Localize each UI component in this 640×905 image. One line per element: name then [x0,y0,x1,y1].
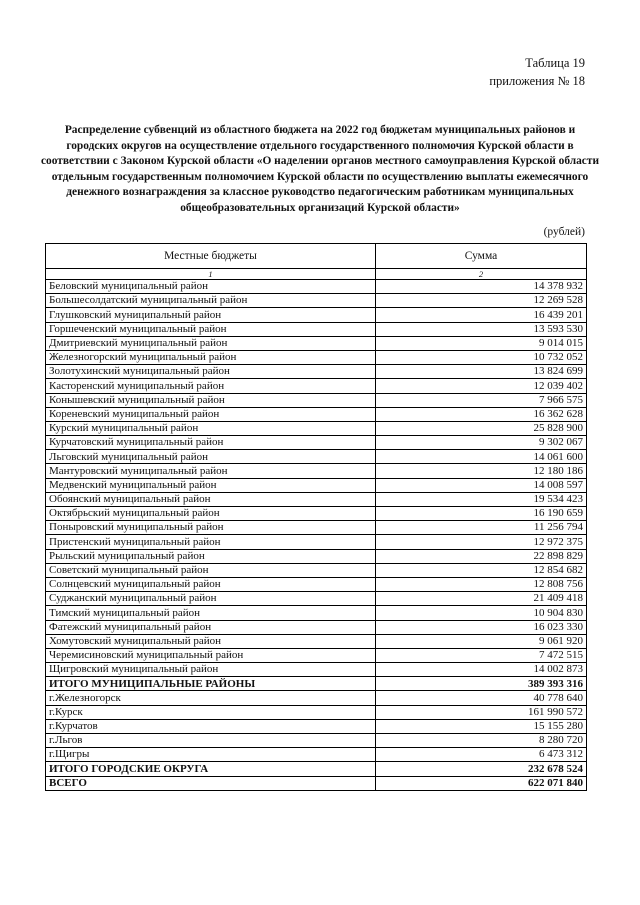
appendix-label: приложения № 18 [489,74,585,88]
table-row [46,535,587,549]
table-row [46,393,587,407]
budget-name-cell: Черемисиновский муниципальный район [46,648,376,662]
budget-name-cell: Советский муниципальный район [46,563,376,577]
table-total-row [46,762,587,776]
budget-sum-cell: 12 039 402 [376,379,587,393]
budget-sum-cell: 9 302 067 [376,436,587,450]
header-sum: Сумма [376,244,587,269]
budget-sum-cell: 14 002 873 [376,663,587,677]
table-row [46,464,587,478]
budget-name-cell: Щигровский муниципальный район [46,663,376,677]
budget-name-cell: Беловский муниципальный район [46,280,376,294]
budget-name-cell: Горшеченский муниципальный район [46,322,376,336]
budget-sum-cell: 12 808 756 [376,577,587,591]
budget-sum-cell: 7 966 575 [376,393,587,407]
table-row [46,734,587,748]
table-row [46,294,587,308]
budget-sum-cell: 16 362 628 [376,407,587,421]
budget-sum-cell: 161 990 572 [376,705,587,719]
budget-sum-cell: 21 409 418 [376,592,587,606]
table-row [46,308,587,322]
table-row [46,336,587,350]
units-label: (рублей) [543,226,585,238]
budget-sum-cell: 9 014 015 [376,336,587,350]
budget-name-cell: Золотухинский муниципальный район [46,365,376,379]
budget-sum-cell: 22 898 829 [376,549,587,563]
document-title: Распределение субвенций из областного бюджета на 2022 год бюджетам муниципальных районов и городских округов на осуществление отдельного государственного полномочия Курской области в соответствии с Законом Курской области «О наделении органов местного самоуправления Курской области отдельным государственным полномочием Курской области по осуществлению выплаты ежемесячного денежного вознаграждения за классное руководство педагогическим работникам муниципальных общеобразовательных организаций Курской области» [40,124,600,214]
budget-name-cell: ИТОГО МУНИЦИПАЛЬНЫЕ РАЙОНЫ [46,677,376,691]
budget-sum-cell: 389 393 316 [376,677,587,691]
table-row [46,280,587,294]
budget-sum-cell: 622 071 840 [376,776,587,790]
table-row [46,549,587,563]
budget-name-cell: г.Щигры [46,748,376,762]
table-row [46,606,587,620]
budget-sum-cell: 9 061 920 [376,634,587,648]
budget-name-cell: г.Железногорск [46,691,376,705]
budget-sum-cell: 16 023 330 [376,620,587,634]
table-row [46,705,587,719]
table-row [46,521,587,535]
table-row [46,592,587,606]
table-label: Таблица 19 [525,56,585,70]
budget-table [45,243,587,791]
budget-name-cell: г.Курск [46,705,376,719]
table-row [46,379,587,393]
table-row [46,648,587,662]
table-row [46,365,587,379]
budget-sum-cell: 12 180 186 [376,464,587,478]
budget-name-cell: Льговский муниципальный район [46,450,376,464]
budget-sum-cell: 232 678 524 [376,762,587,776]
budget-name-cell: Тимский муниципальный район [46,606,376,620]
table-row [46,421,587,435]
budget-name-cell: Солнцевский муниципальный район [46,577,376,591]
table-caption [489,54,585,90]
budget-sum-cell: 12 972 375 [376,535,587,549]
table-row [46,407,587,421]
budget-name-cell: Конышевский муниципальный район [46,393,376,407]
table-row [46,478,587,492]
budget-sum-cell: 12 269 528 [376,294,587,308]
budget-name-cell: Курский муниципальный район [46,421,376,435]
budget-name-cell: Фатежский муниципальный район [46,620,376,634]
budget-sum-cell: 7 472 515 [376,648,587,662]
budget-sum-cell: 12 854 682 [376,563,587,577]
table-row [46,634,587,648]
budget-sum-cell: 19 534 423 [376,492,587,506]
budget-sum-cell: 8 280 720 [376,734,587,748]
budget-sum-cell: 6 473 312 [376,748,587,762]
budget-name-cell: Касторенский муниципальный район [46,379,376,393]
budget-name-cell: Хомутовский муниципальный район [46,634,376,648]
budget-name-cell: Глушковский муниципальный район [46,308,376,322]
table-row [46,507,587,521]
table-row [46,719,587,733]
table-row [46,748,587,762]
budget-name-cell: Курчатовский муниципальный район [46,436,376,450]
header-local-budgets: Местные бюджеты [46,244,376,269]
table-row [46,691,587,705]
table-total-row [46,677,587,691]
budget-name-cell: ВСЕГО [46,776,376,790]
budget-name-cell: Обоянский муниципальный район [46,492,376,506]
budget-name-cell: Кореневский муниципальный район [46,407,376,421]
column-number-1: 1 [46,269,376,280]
budget-name-cell: Суджанский муниципальный район [46,592,376,606]
budget-name-cell: ИТОГО ГОРОДСКИЕ ОКРУГА [46,762,376,776]
table-header-row [46,244,587,269]
budget-name-cell: Большесолдатский муниципальный район [46,294,376,308]
budget-name-cell: г.Курчатов [46,719,376,733]
budget-sum-cell: 11 256 794 [376,521,587,535]
budget-name-cell: Пристенский муниципальный район [46,535,376,549]
budget-sum-cell: 14 008 597 [376,478,587,492]
budget-name-cell: Рыльский муниципальный район [46,549,376,563]
budget-name-cell: Мантуровский муниципальный район [46,464,376,478]
budget-name-cell: Октябрьский муниципальный район [46,507,376,521]
table-row [46,620,587,634]
budget-name-cell: г.Льгов [46,734,376,748]
column-number-2: 2 [376,269,587,280]
budget-name-cell: Дмитриевский муниципальный район [46,336,376,350]
budget-sum-cell: 13 824 699 [376,365,587,379]
table-row [46,436,587,450]
table-row [46,450,587,464]
budget-sum-cell: 10 732 052 [376,350,587,364]
table-total-row [46,776,587,790]
table-row [46,563,587,577]
table-row [46,663,587,677]
budget-sum-cell: 16 439 201 [376,308,587,322]
budget-sum-cell: 40 778 640 [376,691,587,705]
budget-sum-cell: 10 904 830 [376,606,587,620]
budget-name-cell: Медвенский муниципальный район [46,478,376,492]
budget-name-cell: Железногорский муниципальный район [46,350,376,364]
budget-sum-cell: 25 828 900 [376,421,587,435]
column-number-row [46,269,587,280]
budget-sum-cell: 15 155 280 [376,719,587,733]
budget-sum-cell: 14 378 932 [376,280,587,294]
table-row [46,492,587,506]
budget-name-cell: Поныровский муниципальный район [46,521,376,535]
table-row [46,322,587,336]
budget-sum-cell: 14 061 600 [376,450,587,464]
budget-sum-cell: 13 593 530 [376,322,587,336]
budget-sum-cell: 16 190 659 [376,507,587,521]
table-row [46,350,587,364]
table-row [46,577,587,591]
